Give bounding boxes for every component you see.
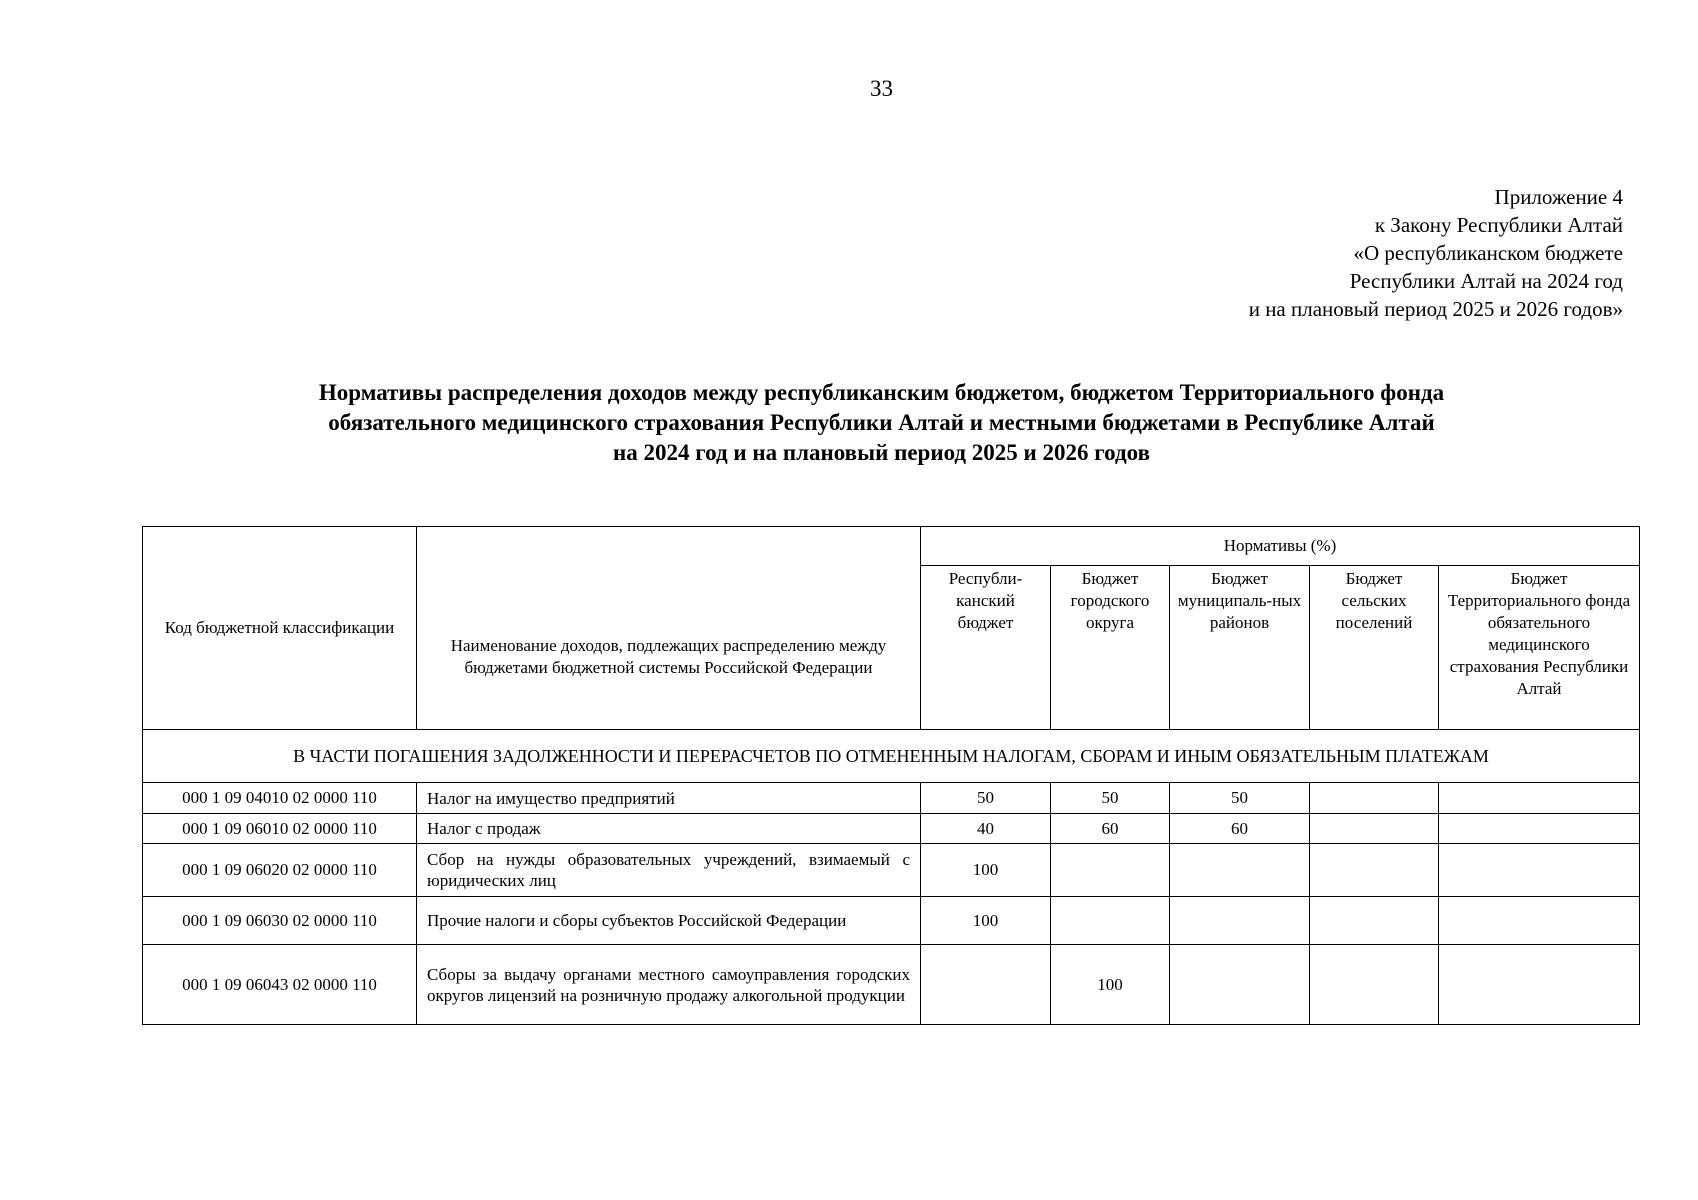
row-tfoms — [1439, 844, 1640, 897]
document-title-line: Нормативы распределения доходов между республиканским бюджетом, бюджетом Территориального фонда — [318, 380, 1445, 405]
row-municipal — [1170, 844, 1310, 897]
row-rural — [1310, 897, 1439, 945]
row-tfoms — [1439, 814, 1640, 844]
header-city-budget: Бюджет городского округа — [1051, 566, 1170, 730]
appendix-line: «О республиканском бюджете — [1353, 241, 1623, 265]
row-code: 000 1 09 04010 02 0000 110 — [143, 783, 417, 814]
row-municipal — [1170, 945, 1310, 1025]
document-title — [0, 378, 1698, 468]
norms-table — [142, 526, 1640, 1025]
row-tfoms — [1439, 897, 1640, 945]
appendix-reference — [1249, 183, 1623, 323]
table-row — [143, 814, 1640, 844]
row-name: Налог с продаж — [417, 814, 921, 844]
row-code: 000 1 09 06020 02 0000 110 — [143, 844, 417, 897]
header-municipal-budget: Бюджет муниципаль-ных районов — [1170, 566, 1310, 730]
row-name: Налог на имущество предприятий — [417, 783, 921, 814]
table-row — [143, 844, 1640, 897]
document-title-line: обязательного медицинского страхования Республики Алтай и местными бюджетами в Республике Алтай — [328, 410, 1435, 435]
row-tfoms — [1439, 945, 1640, 1025]
header-name: Наименование доходов, подлежащих распределению между бюджетами бюджетной системы Российской Федерации — [417, 527, 921, 730]
row-republic — [921, 945, 1051, 1025]
row-republic: 100 — [921, 897, 1051, 945]
row-name: Сборы за выдачу органами местного самоуправления городских округов лицензий на розничную продажу алкогольной продукции — [417, 945, 921, 1025]
row-rural — [1310, 945, 1439, 1025]
row-city: 50 — [1051, 783, 1170, 814]
row-code: 000 1 09 06043 02 0000 110 — [143, 945, 417, 1025]
row-municipal — [1170, 897, 1310, 945]
row-name: Сбор на нужды образовательных учреждений, взимаемый с юридических лиц — [417, 844, 921, 897]
row-rural — [1310, 783, 1439, 814]
table-row — [143, 897, 1640, 945]
header-code: Код бюджетной классификации — [143, 527, 417, 730]
row-municipal: 60 — [1170, 814, 1310, 844]
appendix-line: и на плановый период 2025 и 2026 годов» — [1248, 297, 1623, 321]
header-tfoms-budget: Бюджет Территориального фонда обязательного медицинского страхования Республики Алтай — [1439, 566, 1640, 730]
row-city: 100 — [1051, 945, 1170, 1025]
row-code: 000 1 09 06010 02 0000 110 — [143, 814, 417, 844]
document-title-line: на 2024 год и на плановый период 2025 и 2026 годов — [613, 440, 1150, 465]
appendix-line: к Закону Республики Алтай — [1374, 213, 1623, 237]
header-rural-budget: Бюджет сельских поселений — [1310, 566, 1439, 730]
appendix-line: Республики Алтай на 2024 год — [1349, 269, 1623, 293]
row-republic: 40 — [921, 814, 1051, 844]
table-row — [143, 783, 1640, 814]
page-number: 33 — [870, 76, 893, 101]
row-rural — [1310, 844, 1439, 897]
row-city — [1051, 897, 1170, 945]
appendix-line: Приложение 4 — [1494, 185, 1623, 209]
section-title: В ЧАСТИ ПОГАШЕНИЯ ЗАДОЛЖЕННОСТИ И ПЕРЕРАСЧЕТОВ ПО ОТМЕНЕННЫМ НАЛОГАМ, СБОРАМ И ИНЫМ ОБЯЗАТЕЛЬНЫМ ПЛАТЕЖАМ — [143, 730, 1640, 783]
header-norms: Нормативы (%) — [921, 527, 1640, 566]
row-republic: 50 — [921, 783, 1051, 814]
row-city — [1051, 844, 1170, 897]
row-tfoms — [1439, 783, 1640, 814]
row-municipal: 50 — [1170, 783, 1310, 814]
row-name: Прочие налоги и сборы субъектов Российской Федерации — [417, 897, 921, 945]
table-header-row — [143, 527, 1640, 566]
row-city: 60 — [1051, 814, 1170, 844]
section-row — [143, 730, 1640, 783]
row-code: 000 1 09 06030 02 0000 110 — [143, 897, 417, 945]
header-republic-budget: Республи-канский бюджет — [921, 566, 1051, 730]
table-row — [143, 945, 1640, 1025]
row-rural — [1310, 814, 1439, 844]
row-republic: 100 — [921, 844, 1051, 897]
